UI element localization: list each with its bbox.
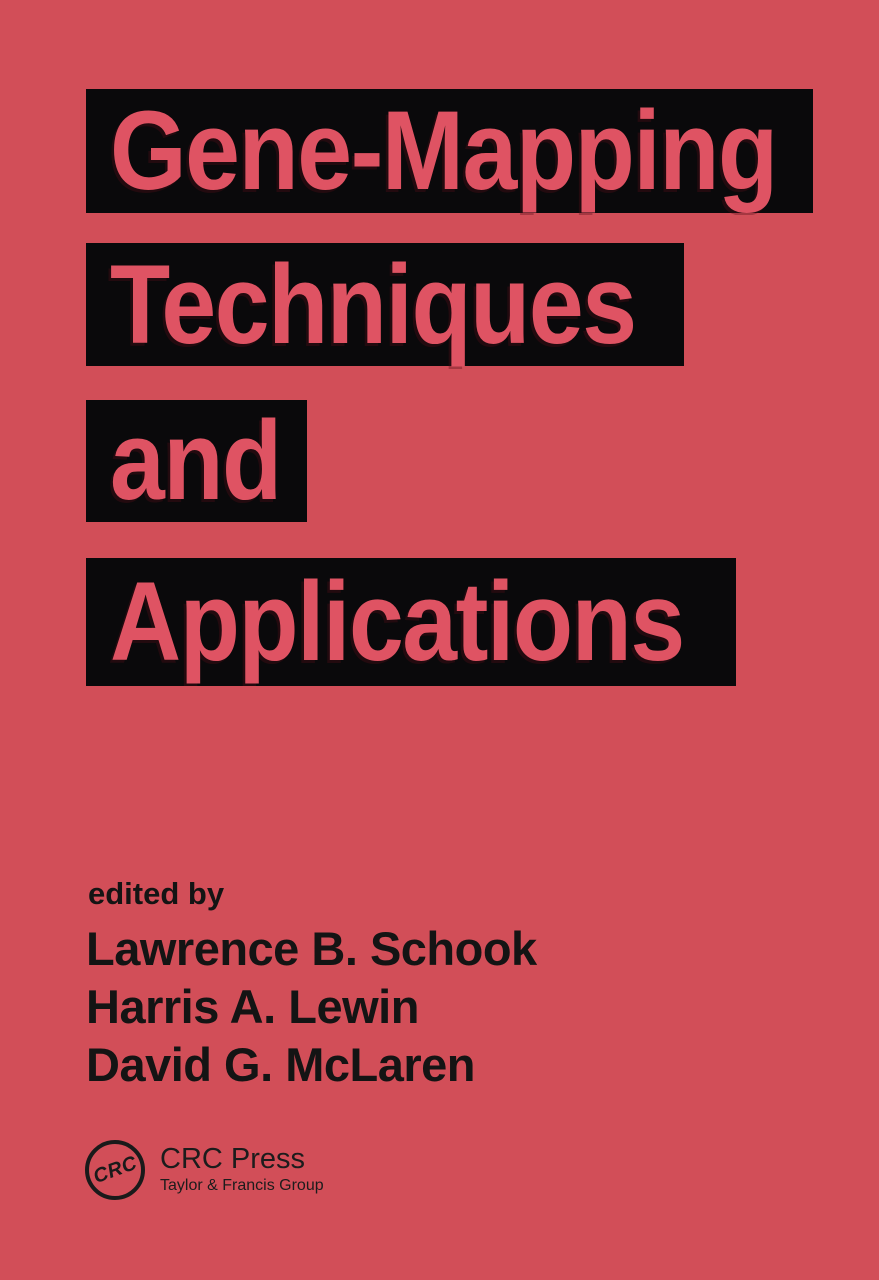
title-line-2: Techniques [110, 241, 636, 367]
title-block-gene-mapping [86, 89, 813, 213]
publisher-name: CRC Press [160, 1143, 306, 1175]
title-line-1: Gene-Mapping [110, 88, 777, 213]
title-line-3: and [110, 398, 281, 523]
title-block-applications [86, 558, 736, 686]
title-line-4: Applications [110, 559, 684, 684]
crc-logo-icon [85, 1140, 145, 1200]
editor-list [86, 920, 537, 1094]
publisher-text [160, 1140, 324, 1196]
title-block-and [86, 400, 307, 522]
edited-by-label: edited by [88, 876, 225, 911]
title-block-techniques [86, 243, 684, 366]
editor-name: Harris A. Lewin [86, 980, 419, 1033]
crc-logo-monogram: CRC [89, 1151, 140, 1188]
editor-name: Lawrence B. Schook [86, 922, 537, 975]
publisher-block [85, 1140, 324, 1200]
editor-name: David G. McLaren [86, 1038, 475, 1091]
publisher-tagline: Taylor & Francis Group [160, 1177, 324, 1194]
